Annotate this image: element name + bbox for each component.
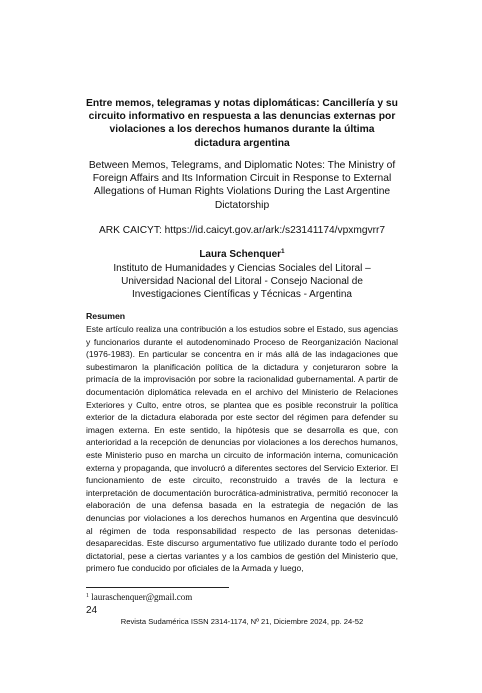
footnote-divider: [86, 587, 229, 588]
footnote-marker: 1: [86, 593, 89, 599]
footnote-email[interactable]: lauraschenquer@gmail.com: [91, 592, 193, 602]
abstract-heading: Resumen: [86, 311, 126, 321]
ark-identifier: ARK CAICYT: https://id.caicyt.gov.ar/ark:/s23141174/vpxmgvrr7: [98, 225, 386, 236]
page-number: 24: [86, 605, 98, 616]
author-name: Laura Schenquer: [199, 249, 282, 260]
footnote: [86, 592, 192, 603]
article-title-spanish: Entre memos, telegramas y notas diplomáticas: Cancillería y su circuito informativo en respuesta a las denuncias externas por violaciones a los derechos humanos durante la última dictadura argentina: [86, 98, 398, 149]
author-affiliation: Instituto de Humanidades y Ciencias Sociales del Litoral – Universidad Nacional del Litoral - Consejo Nacional de Investigaciones Científicas y Técnicas - Argentina: [113, 263, 371, 300]
author-line: [86, 248, 398, 261]
journal-footer: Revista Sudamérica ISSN 2314-1174, Nº 21, Diciembre 2024, pp. 24-52: [120, 617, 364, 626]
article-title-english: Between Memos, Telegrams, and Diplomatic Notes: The Ministry of Foreign Affairs and Its Information Circuit in Response to External Allegations of Human Rights Violations During the Last Argentine Dictatorship: [88, 160, 396, 211]
abstract-body: Este artículo realiza una contribución a los estudios sobre el Estado, sus agencias y funcionarios durante el autodenominado Proceso de Reorganización Nacional (1976-1983). En particular se concentra en ir más allá de las indagaciones que subestimaron la planificación política de la dictadura y conjeturaron sobre la primacía de la improvisación por sobre la racionalidad gubernamental. A partir de documentación diplomática relevada en el archivo del Ministerio de Relaciones Exteriores y Culto, entre otros, se plantea que es posible reconstruir la política exterior de la dictadura elaborada por este sector del régimen para defender su imagen externa. En este sentido, la hipótesis que se desarrolla es que, con anterioridad a la recepción de denuncias por violaciones a los derechos humanos, este Ministerio puso en marcha un circuito de información interna, comunicación externa y propaganda, que involucró a diferentes sectores del Servicio Exterior. El funcionamiento de este circuito, reconstruido a través de la lectura e interpretación de documentación burocrática-administrativa, permitió reconocer la elaboración de una defensa basada en la estrategia de negación de las denuncias por violaciones a los derechos humanos en Argentina que desvinculó al régimen de toda responsabilidad respecto de las personas detenidas-desaparecidas. Este discurso argumentativo fue utilizado durante todo el período dictatorial, pese a ciertas variantes y a los cambios de gestión del Ministerio que, primero fue conducido por oficiales de la Armada y luego,: [86, 324, 398, 574]
author-footnote-marker[interactable]: 1: [281, 248, 285, 255]
